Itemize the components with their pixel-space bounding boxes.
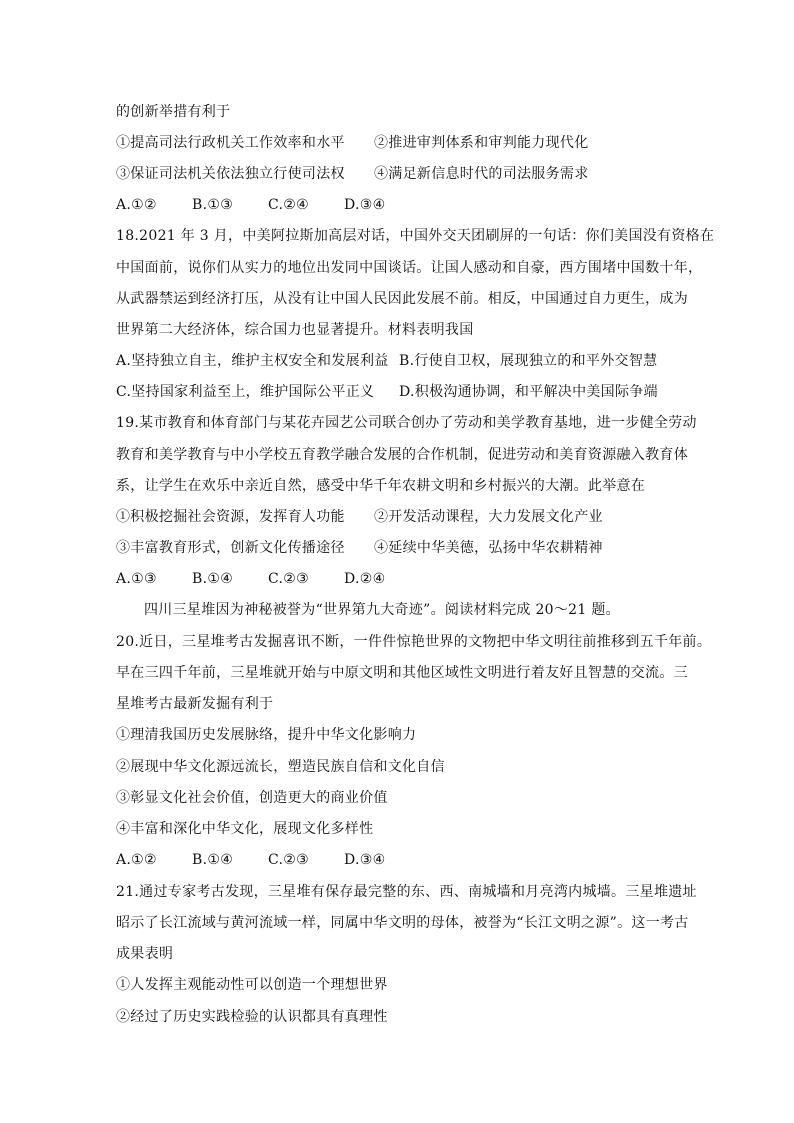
q17-item-4: ④满足新信息时代的司法服务需求 [374, 166, 589, 182]
q18-stem-line-4: 世界第二大经济体，综合国力也显著提升。材料表明我国 [116, 322, 474, 338]
q19-choice-d: D.②④ [344, 571, 386, 587]
q17-choice-c: C.②④ [268, 197, 309, 213]
q19-choices [116, 569, 420, 589]
q17-item-2: ②推进审判体系和审判能力现代化 [374, 135, 589, 151]
q18-choice-b: B.行使自卫权，展现独立的和平外交智慧 [399, 353, 658, 369]
q20-item-1: ①理清我国历史发展脉络，提升中华文化影响力 [116, 727, 417, 743]
q21-stem-line-2: 昭示了长江流域与黄河流域一样，同属中华文明的母体，被誉为“长江文明之源”。这一考古 [116, 915, 689, 931]
q17-stem-tail: 的创新举措有利于 [116, 104, 231, 120]
q18-choice-c: C.坚持国家利益至上，维护国际公平正义 [116, 384, 375, 400]
q18-choice-d: D.积极沟通协调，和平解决中美国际争端 [399, 384, 658, 400]
q19-stem-line-3: 系，让学生在欢乐中亲近自然，感受中华千年农耕文明和乡村振兴的大潮。此举意在 [116, 478, 646, 494]
q21-stem-line-3: 成果表明 [116, 946, 174, 962]
q19-item-2: ②开发活动课程，大力发展文化产业 [374, 509, 603, 525]
q19-item-3: ③丰富教育形式，创新文化传播途径 [116, 540, 345, 556]
q20-stem-line-3: 星堆考古最新发掘有利于 [116, 696, 274, 712]
q17-items-row-1 [116, 133, 589, 153]
q17-choice-b: B.①③ [192, 197, 234, 213]
q20-stem-line-1: 20.近日，三星堆考古发掘喜讯不断，一件件惊艳世界的文物把中华文明往前推移到五千年前。 [116, 634, 712, 650]
q20-stem-line-2: 早在三四千年前，三星堆就开始与中原文明和其他区域性文明进行着友好且智慧的交流。三 [116, 665, 688, 681]
q20-item-4: ④丰富和深化中华文化，展现文化多样性 [116, 821, 374, 837]
q21-item-1: ①人发挥主观能动性可以创造一个理想世界 [116, 977, 388, 993]
q20-item-3: ③彰显文化社会价值，创造更大的商业价值 [116, 790, 388, 806]
q20-choice-c: C.②③ [268, 852, 309, 868]
section-intro: 四川三星堆因为神秘被誉为“世界第九大奇迹”。阅读材料完成 20～21 题。 [144, 602, 620, 618]
q18-choices-row-2 [116, 382, 658, 402]
q20-choice-b: B.①④ [192, 852, 234, 868]
q21-stem-line-1: 21.通过专家考古发现，三星堆有保存最完整的东、西、南城墙和月亮湾内城墙。三星堆遗址 [116, 884, 697, 900]
q19-items-row-2 [116, 538, 603, 558]
q20-choice-d: D.③④ [344, 852, 386, 868]
q19-choice-b: B.①④ [192, 571, 234, 587]
q17-choice-a: A.①② [116, 197, 157, 213]
q21-item-2: ②经过了历史实践检验的认识都具有真理性 [116, 1009, 388, 1025]
q17-choice-d: D.③④ [344, 197, 386, 213]
q17-choices [116, 195, 420, 215]
q19-item-4: ④延续中华美德，弘扬中华农耕精神 [374, 540, 603, 556]
q19-choice-c: C.②③ [268, 571, 309, 587]
q18-stem-line-2: 中国面前，说你们从实力的地位出发同中国谈话。让国人感动和自豪，西方围堵中国数十年， [116, 260, 703, 276]
q20-item-2: ②展现中华文化源远流长，塑造民族自信和文化自信 [116, 759, 445, 775]
q19-stem-line-1: 19.某市教育和体育部门与某花卉园艺公司联合创办了劳动和美学教育基地，进一步健全劳动 [116, 415, 697, 431]
q18-choices-row-1 [116, 351, 657, 371]
q19-item-1: ①积极挖掘社会资源，发挥育人功能 [116, 509, 345, 525]
q18-choice-a: A.坚持独立自主，维护主权安全和发展利益 [116, 353, 389, 369]
q19-stem-line-2: 教育和美学教育与中小学校五育教学融合发展的合作机制，促进劳动和美育资源融入教育体 [116, 447, 688, 463]
q18-stem-line-1: 18.2021 年 3 月，中美阿拉斯加高层对话，中国外交天团刷屏的一句话：你们美国没有资格在 [116, 228, 715, 244]
q17-item-3: ③保证司法机关依法独立行使司法权 [116, 166, 345, 182]
q17-item-1: ①提高司法行政机关工作效率和水平 [116, 135, 345, 151]
q18-stem-line-3: 从武器禁运到经济打压，从没有让中国人民因此发展不前。相反，中国通过自力更生，成为 [116, 291, 688, 307]
q19-items-row-1 [116, 507, 603, 527]
q20-choices [116, 850, 420, 870]
q19-choice-a: A.①③ [116, 571, 157, 587]
q17-items-row-2 [116, 164, 589, 184]
q20-choice-a: A.①② [116, 852, 157, 868]
